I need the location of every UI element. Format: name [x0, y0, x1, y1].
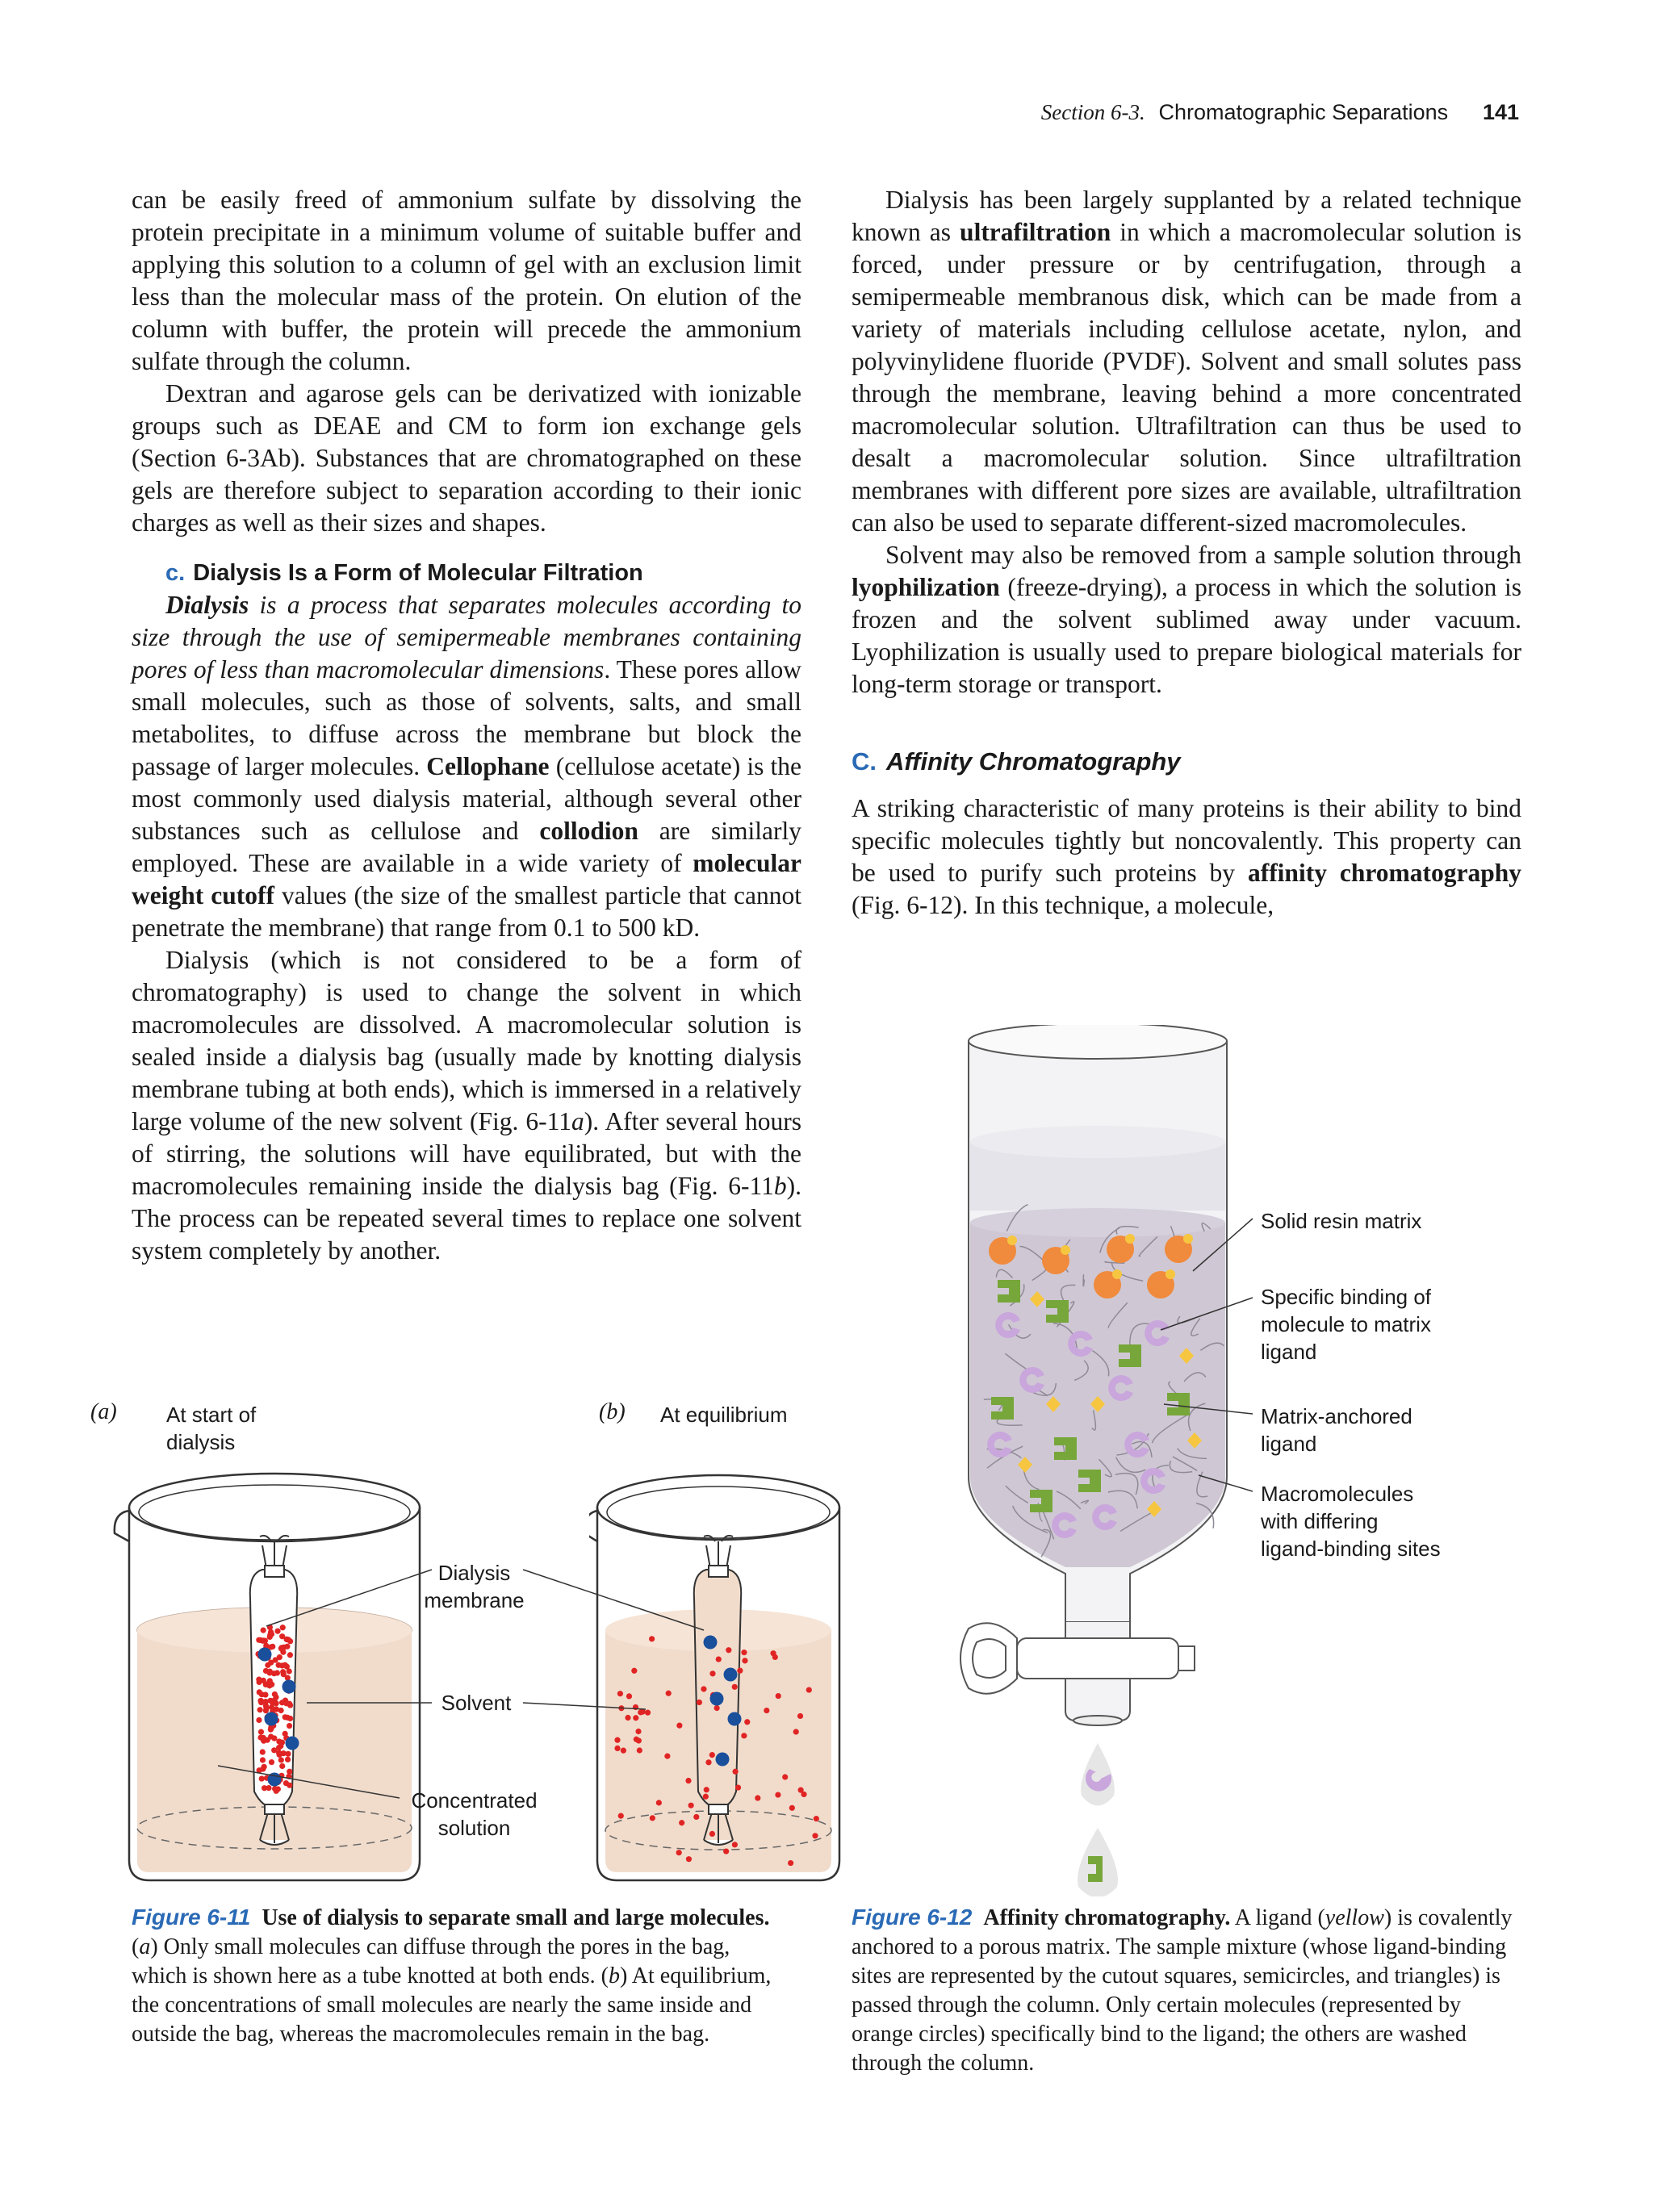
header-section: Section 6-3. [1040, 100, 1145, 124]
term-lyophilization: lyophilization [852, 573, 1000, 601]
figure-6-12-number: Figure 6-12 [852, 1905, 973, 1930]
label-specific-binding: Specific binding of molecule to matrix ligand [1261, 1285, 1432, 1364]
right-paragraph-3: A striking characteristic of many proteins is their ability to bind specific molecules tightly but noncovalently. This property can be used to purify such proteins by affinity chromatography (Fig. 6-12). In this technique, a molecule, [852, 794, 1521, 919]
figure-6-12-caption: Figure 6-12 Affinity chromatography. A ligand (yellow) is covalently anchored to a porous matrix. The sample mixture (whose ligand-binding sites are represented by the cutout squares, semicircles, and triangles) is passed through the column. Only certain molecules (represented by orange circles) specifically bind to the ligand; the others are washed through the column. [852, 1905, 1513, 2076]
term-mwco: molecular weight cutoff [132, 849, 801, 909]
section-letter: C. [852, 747, 877, 776]
subsection-title: Dialysis Is a Form of Molecular Filtration [193, 560, 643, 586]
panel-b-tag: (b) [599, 1399, 626, 1424]
figure-6-12-title: Affinity chromatography. [983, 1905, 1231, 1930]
label-matrix-anchored-ligand: Matrix-anchored ligand [1261, 1404, 1412, 1456]
panel-a-label: At start of dialysis [166, 1403, 257, 1454]
running-header [936, 100, 1519, 125]
left-paragraph-4: Dialysis (which is not considered to be a form of chromatography) is used to change the solvent in which macromolecules are dissolved. A macromolecular solution is sealed inside a dialysis bag (usually made by knotting dialysis membrane tubing at both ends), which is immersed in a relatively large volume of the new solvent (Fig. 6-11a). After several hours of stirring, the solutions will have equilibrated, but with the macromolecules remaining inside the dialysis bag (Fig. 6-11b). The process can be repeated several times to replace one solvent system completely by another. [132, 946, 801, 1265]
panel-a-tag: (a) [90, 1399, 117, 1424]
figure-6-11-title: Use of dialysis to separate small and large molecules. [262, 1905, 770, 1930]
label-concentrated-solution: Concentrated solution [411, 1788, 538, 1840]
right-paragraph-2: Solvent may also be removed from a sample solution through lyophilization (freeze-drying), a process in which the solution is frozen and the solvent sublimed away under vacuum. Lyophilization is usually used to prepare biological materials for long-term storage or transport. [852, 541, 1522, 698]
section-heading [852, 746, 1521, 778]
label-solid-resin-matrix: Solid resin matrix [1261, 1209, 1422, 1233]
label-macromolecules: Macromolecules with differing ligand-binding sites [1261, 1482, 1441, 1561]
left-paragraph-1: can be easily freed of ammonium sulfate by dissolving the protein precipitate in a minimum volume of suitable buffer and applying this solution to a column of gel with an exclusion limit less than the molecular mass of the protein. On elution of the column with buffer, the protein will precede the ammonium sulfate through the column. [132, 186, 801, 375]
term-ultrafiltration: ultrafiltration [960, 218, 1111, 246]
term-collodion: collodion [539, 817, 638, 845]
left-column [132, 184, 801, 1267]
term-dialysis: Dialysis [165, 591, 249, 619]
label-solvent: Solvent [441, 1691, 512, 1715]
panel-b-label: At equilibrium [660, 1403, 788, 1427]
figure-6-11-number: Figure 6-11 [132, 1905, 251, 1930]
term-cellophane: Cellophane [426, 752, 550, 780]
header-title: Chromatographic Separations [1158, 100, 1449, 124]
section-title: Affinity Chromatography [886, 747, 1181, 776]
right-paragraph-1: Dialysis has been largely supplanted by a related technique known as ultrafiltration in which a macromolecular solution is forced, under pressure or by centrifugation, through a semipermeable membranous disk, which can be made from a variety of materials including cellulose acetate, nylon, and polyvinylidene fluoride (PVDF). Solvent and small solutes pass through the membrane, leaving behind a more concentrated macromolecular solution. Ultrafiltration can thus be used to desalt a macromolecular solution. Since ultrafiltration membranes with different pore sizes are available, ultrafiltration can also be used to separate different-sized macromolecules. [852, 186, 1522, 537]
left-paragraph-2: Dextran and agarose gels can be derivatized with ionizable groups such as DEAE and CM to form ion exchange gels (Section 6-3Ab). Substances that are chromatographed on these gels are therefore subject to separation according to their ionic charges as well as their sizes and shapes. [132, 379, 801, 537]
subsection-heading [132, 557, 801, 589]
figure-6-12-leaders [952, 1025, 1275, 1670]
left-paragraph-3: Dialysis is a process that separates molecules according to size through the use of semipermeable membranes containing pores of less than macromolecular dimensions. These pores allow small molecules, such as those of solvents, salts, and small metabolites, to diffuse across the membrane but block the passage of larger molecules. Cellophane (cellulose acetate) is the most commonly used dialysis material, although several other substances such as cellulose and collodion are similarly employed. These are available in a wide variety of molecular weight cutoff values (the size of the smallest particle that cannot penetrate the membrane) that range from 0.1 to 500 kD. [132, 591, 802, 942]
subsection-letter: c. [165, 560, 186, 586]
figure-6-11-caption: Figure 6-11 Use of dialysis to separate small and large molecules. (a) Only small molecules can diffuse through the pores in the bag, which is shown here as a tube knotted at both ends. (b) At equilibrium, the concentrations of small molecules are nearly the same inside and outside the bag, whereas the macromolecules remain in the bag. [132, 1905, 772, 2047]
label-dialysis-membrane: Dialysis membrane [424, 1561, 525, 1612]
page-number: 141 [1482, 100, 1519, 124]
right-column [852, 184, 1521, 922]
term-affinity-chromatography: affinity chromatography [1247, 859, 1521, 887]
